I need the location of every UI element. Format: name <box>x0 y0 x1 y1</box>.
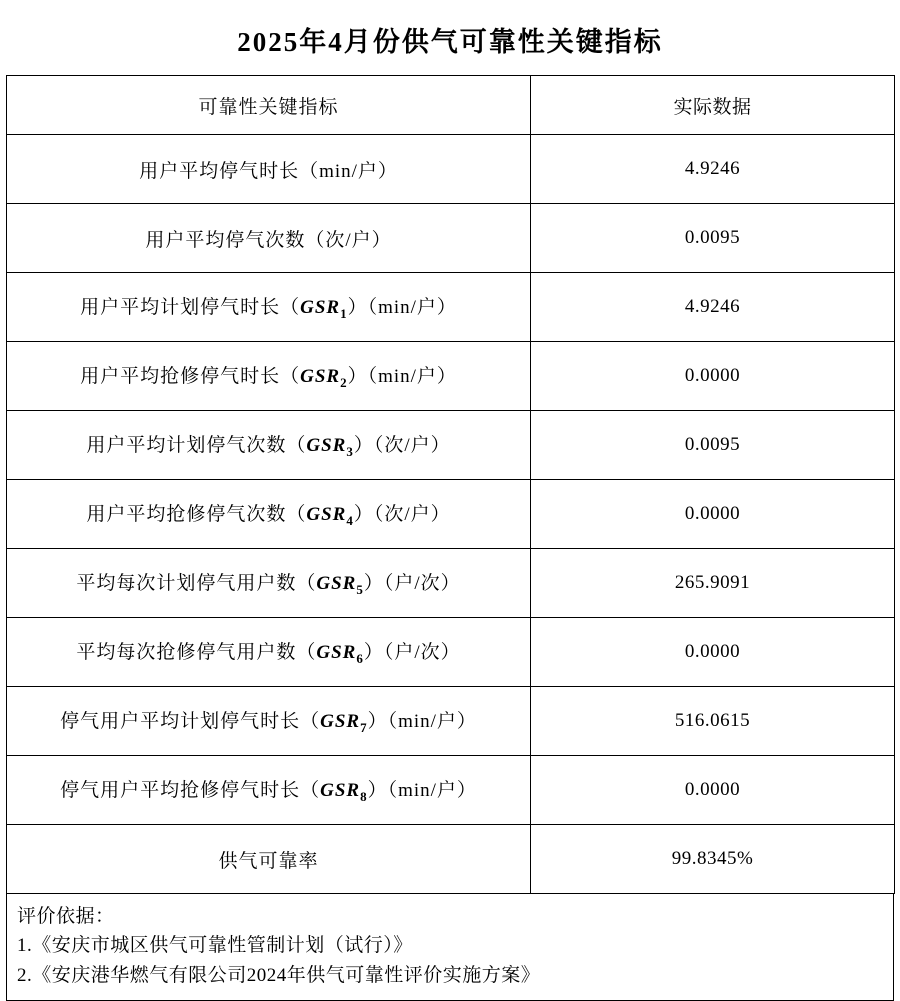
gsr-subscript: 2 <box>340 374 348 390</box>
table-body <box>7 76 895 894</box>
table-row <box>7 135 895 204</box>
table-row <box>7 549 895 618</box>
evaluation-basis-notes <box>6 894 894 1001</box>
table-row <box>7 342 895 411</box>
metric-name-cell: 停气用户平均抢修停气时长$(GSR_8)(\min/$户） <box>7 756 531 825</box>
notes-heading: 评价依据： <box>17 906 115 927</box>
metric-name-cell: 用户平均抢修停气次数$(GSR_4)$（次/户） <box>7 480 531 549</box>
table-row <box>7 204 895 273</box>
table-row <box>7 618 895 687</box>
table-row <box>7 480 895 549</box>
table-row <box>7 411 895 480</box>
metric-name-cell: 停气用户平均计划停气时长$(GSR_7)(\min/$户） <box>7 687 531 756</box>
metric-value-cell: 4.9246 <box>531 135 895 204</box>
metric-value-cell: 0.0000 <box>531 756 895 825</box>
table-row <box>7 687 895 756</box>
metric-value-cell: 516.0615 <box>531 687 895 756</box>
metric-name-cell: 用户平均计划停气次数$(GSR_3)$（次/户） <box>7 411 531 480</box>
metric-value-cell: 0.0095 <box>531 204 895 273</box>
gsr-symbol: $GSR_4$ <box>306 504 354 528</box>
gsr-subscript: 1 <box>340 305 348 321</box>
gsr-symbol: $GSR_7$ <box>320 711 368 735</box>
column-header-value: 实际数据 <box>531 76 895 135</box>
gsr-subscript: 6 <box>356 650 364 666</box>
notes-item-1: 1.《安庆市城区供气可靠性管制计划（试行）》 <box>17 935 413 957</box>
metric-name-cell: 用户平均停气次数（次/户） <box>7 204 531 273</box>
table-row <box>7 756 895 825</box>
gsr-subscript: 8 <box>360 788 368 804</box>
metric-name-cell: 供气可靠率 <box>7 825 531 894</box>
metric-value-cell: 99.8345% <box>531 825 895 894</box>
gsr-symbol: $GSR_6$ <box>316 642 364 666</box>
metric-name-cell: 用户平均抢修停气时长$(GSR_2)(\min/$户） <box>7 342 531 411</box>
metric-value-cell: 0.0000 <box>531 618 895 687</box>
metric-name-cell: 用户平均计划停气时长$(GSR_1)(\min/$户） <box>7 273 531 342</box>
metric-name-cell: 平均每次计划停气用户数$(GSR_5)$（户/次） <box>7 549 531 618</box>
gsr-subscript: 5 <box>356 581 364 597</box>
gsr-symbol: $GSR_8$ <box>320 780 368 804</box>
reliability-metrics-table <box>6 75 895 894</box>
metric-value-cell: 265.9091 <box>531 549 895 618</box>
notes-item-2: 2.《安庆港华燃气有限公司2024年供气可靠性评价实施方案》 <box>17 964 541 986</box>
gsr-symbol: $GSR_2$ <box>300 366 348 390</box>
page-title: 2025年4月份供气可靠性关键指标 <box>237 27 663 57</box>
metric-value-cell: 0.0095 <box>531 411 895 480</box>
metric-value-cell: 0.0000 <box>531 342 895 411</box>
metric-value-cell: 4.9246 <box>531 273 895 342</box>
gsr-symbol: $GSR_1$ <box>300 297 348 321</box>
gsr-symbol: $GSR_5$ <box>316 573 364 597</box>
gsr-subscript: 7 <box>360 719 368 735</box>
gsr-subscript: 3 <box>346 443 354 459</box>
gsr-symbol: $GSR_3$ <box>306 435 354 459</box>
table-row <box>7 825 895 894</box>
column-header-metric: 可靠性关键指标 <box>7 76 531 135</box>
gsr-subscript: 4 <box>346 512 354 528</box>
metric-name-cell: 用户平均停气时长（min/户） <box>7 135 531 204</box>
metric-value-cell: 0.0000 <box>531 480 895 549</box>
table-row <box>7 273 895 342</box>
metric-name-cell: 平均每次抢修停气用户数$(GSR_6)$（户/次） <box>7 618 531 687</box>
table-header-row <box>7 76 895 135</box>
